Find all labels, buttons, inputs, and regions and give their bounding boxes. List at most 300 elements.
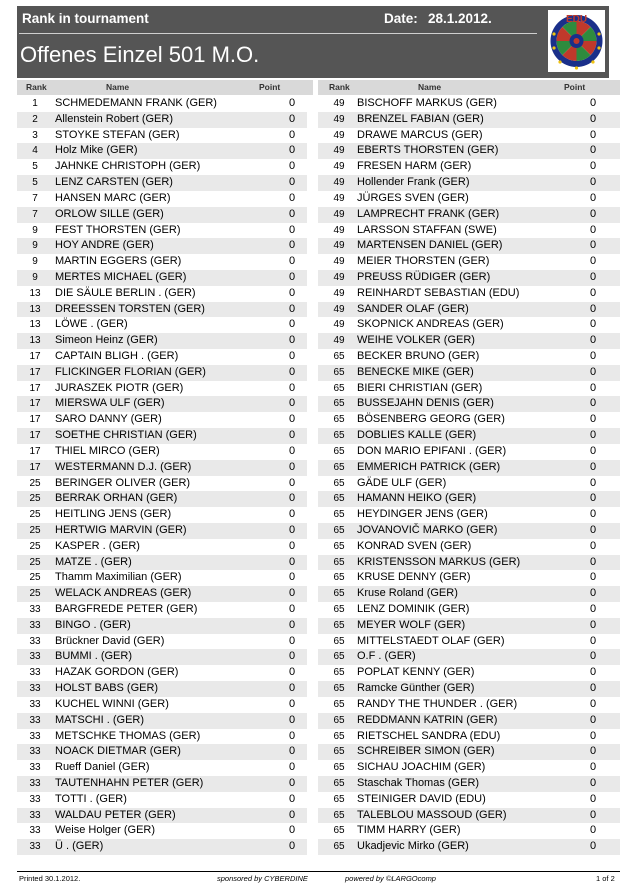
table-row bbox=[318, 760, 620, 776]
point-cell: 0 bbox=[589, 112, 597, 125]
table-row bbox=[318, 128, 620, 144]
player-name-cell: ORLOW SILLE (GER) bbox=[55, 207, 164, 220]
rank-cell: 25 bbox=[29, 588, 41, 600]
table-row bbox=[17, 507, 307, 523]
table-row bbox=[318, 586, 620, 602]
rank-cell: 17 bbox=[29, 382, 41, 394]
table-row bbox=[17, 792, 307, 808]
table-row bbox=[318, 96, 620, 112]
rank-cell: 49 bbox=[333, 240, 345, 252]
point-cell: 0 bbox=[288, 523, 296, 536]
rank-cell: 33 bbox=[29, 825, 41, 837]
rank-cell: 49 bbox=[333, 256, 345, 268]
point-cell: 0 bbox=[288, 697, 296, 710]
player-name-cell: BIERI CHRISTIAN (GER) bbox=[357, 381, 483, 394]
table-row bbox=[17, 555, 307, 571]
table-row bbox=[17, 823, 307, 839]
rank-cell: 65 bbox=[333, 667, 345, 679]
player-name-cell: EMMERICH PATRICK (GER) bbox=[357, 460, 501, 473]
point-cell: 0 bbox=[288, 144, 296, 157]
point-cell: 0 bbox=[288, 476, 296, 489]
table-row bbox=[318, 681, 620, 697]
player-name-cell: Ukadjevic Mirko (GER) bbox=[357, 840, 469, 853]
rank-cell: 65 bbox=[333, 524, 345, 536]
player-name-cell: JURASZEK PIOTR (GER) bbox=[55, 381, 184, 394]
rank-cell: 33 bbox=[29, 777, 41, 789]
rank-cell: 65 bbox=[333, 730, 345, 742]
point-cell: 0 bbox=[288, 460, 296, 473]
rank-cell: 49 bbox=[333, 192, 345, 204]
table-row bbox=[17, 428, 307, 444]
header-banner bbox=[17, 6, 609, 78]
player-name-cell: WESTERMANN D.J. (GER) bbox=[55, 460, 192, 473]
table-row bbox=[318, 570, 620, 586]
table-row bbox=[318, 460, 620, 476]
rank-cell: 33 bbox=[29, 730, 41, 742]
report-title: Rank in tournament bbox=[22, 11, 149, 26]
table-row bbox=[17, 223, 307, 239]
player-name-cell: MATZE . (GER) bbox=[55, 555, 132, 568]
rank-cell: 33 bbox=[29, 651, 41, 663]
table-row bbox=[17, 444, 307, 460]
player-name-cell: GÄDE ULF (GER) bbox=[357, 476, 447, 489]
table-row bbox=[17, 539, 307, 555]
point-cell: 0 bbox=[288, 555, 296, 568]
table-row bbox=[318, 112, 620, 128]
rank-cell: 33 bbox=[29, 604, 41, 615]
point-cell: 0 bbox=[589, 176, 597, 189]
table-row bbox=[318, 317, 620, 333]
point-cell: 0 bbox=[589, 397, 597, 410]
rank-cell: 65 bbox=[333, 635, 345, 647]
table-row bbox=[318, 649, 620, 665]
point-cell: 0 bbox=[589, 761, 597, 774]
rank-cell: 1 bbox=[32, 98, 38, 109]
rank-cell: 17 bbox=[29, 445, 41, 457]
player-name-cell: BERINGER OLIVER (GER) bbox=[55, 476, 191, 489]
rank-cell: 5 bbox=[32, 177, 38, 189]
table-row bbox=[318, 175, 620, 191]
point-cell: 0 bbox=[288, 761, 296, 774]
table-row bbox=[318, 333, 620, 349]
point-cell: 0 bbox=[288, 444, 296, 457]
right-point-header: Point bbox=[564, 82, 586, 92]
player-name-cell: SARO DANNY (GER) bbox=[55, 413, 162, 426]
point-cell: 0 bbox=[288, 112, 296, 125]
point-cell: 0 bbox=[288, 603, 296, 615]
rank-cell: 49 bbox=[333, 271, 345, 283]
player-name-cell: MARTENSEN DANIEL (GER) bbox=[357, 239, 503, 252]
table-row bbox=[17, 238, 307, 254]
point-cell: 0 bbox=[589, 539, 597, 552]
point-cell: 0 bbox=[589, 191, 597, 204]
rank-cell: 65 bbox=[333, 572, 345, 584]
point-cell: 0 bbox=[288, 729, 296, 742]
rank-cell: 25 bbox=[29, 556, 41, 568]
point-cell: 0 bbox=[589, 429, 597, 442]
point-cell: 0 bbox=[589, 571, 597, 584]
header-divider bbox=[19, 33, 537, 34]
player-name-cell: REDDMANN KATRIN (GER) bbox=[357, 713, 498, 726]
powered-by-text: powered by ©LARGOcomp bbox=[345, 874, 436, 883]
table-row bbox=[17, 317, 307, 333]
table-row bbox=[17, 618, 307, 634]
point-cell: 0 bbox=[589, 492, 597, 505]
rank-cell: 17 bbox=[29, 461, 41, 473]
table-row bbox=[318, 618, 620, 634]
player-name-cell: HOY ANDRE (GER) bbox=[55, 239, 154, 252]
player-name-cell: BARGFREDE PETER (GER) bbox=[55, 603, 198, 615]
player-name-cell: Simeon Heinz (GER) bbox=[55, 334, 158, 347]
point-cell: 0 bbox=[589, 824, 597, 837]
player-name-cell: MATSCHI . (GER) bbox=[55, 713, 145, 726]
rank-cell: 7 bbox=[32, 192, 38, 204]
table-row bbox=[318, 159, 620, 175]
point-cell: 0 bbox=[288, 682, 296, 695]
edu-logo-icon bbox=[548, 10, 605, 72]
table-row bbox=[318, 634, 620, 650]
player-name-cell: KUCHEL WINNI (GER) bbox=[55, 697, 169, 710]
rank-cell: 65 bbox=[333, 509, 345, 521]
point-cell: 0 bbox=[288, 286, 296, 299]
table-row bbox=[318, 713, 620, 729]
point-cell: 0 bbox=[589, 587, 597, 600]
table-row bbox=[17, 760, 307, 776]
point-cell: 0 bbox=[288, 745, 296, 758]
rank-cell: 49 bbox=[333, 177, 345, 189]
rank-cell: 33 bbox=[29, 714, 41, 726]
point-cell: 0 bbox=[589, 650, 597, 663]
table-row bbox=[17, 523, 307, 539]
point-cell: 0 bbox=[288, 492, 296, 505]
point-cell: 0 bbox=[589, 523, 597, 536]
table-row bbox=[318, 555, 620, 571]
table-row bbox=[17, 381, 307, 397]
player-name-cell: Thamm Maximilian (GER) bbox=[55, 571, 182, 584]
rank-cell: 65 bbox=[333, 746, 345, 758]
rank-cell: 65 bbox=[333, 445, 345, 457]
point-cell: 0 bbox=[589, 745, 597, 758]
footer-divider bbox=[17, 871, 620, 872]
player-name-cell: TIMM HARRY (GER) bbox=[357, 824, 461, 837]
point-cell: 0 bbox=[288, 840, 296, 853]
rank-cell: 49 bbox=[333, 208, 345, 220]
player-name-cell: CAPTAIN BLIGH . (GER) bbox=[55, 350, 179, 362]
point-cell: 0 bbox=[589, 144, 597, 157]
table-row bbox=[17, 159, 307, 175]
point-cell: 0 bbox=[589, 697, 597, 710]
rank-cell: 65 bbox=[333, 588, 345, 600]
player-name-cell: BECKER BRUNO (GER) bbox=[357, 350, 480, 362]
player-name-cell: DREESSEN TORSTEN (GER) bbox=[55, 302, 205, 315]
player-name-cell: Weise Holger (GER) bbox=[55, 824, 156, 837]
rank-cell: 25 bbox=[29, 524, 41, 536]
point-cell: 0 bbox=[589, 239, 597, 252]
rank-cell: 9 bbox=[32, 240, 38, 252]
rank-cell: 49 bbox=[333, 113, 345, 125]
rank-cell: 65 bbox=[333, 493, 345, 505]
table-row bbox=[318, 143, 620, 159]
point-cell: 0 bbox=[288, 634, 296, 647]
table-row bbox=[17, 713, 307, 729]
rank-cell: 17 bbox=[29, 430, 41, 442]
left-ranking-table bbox=[17, 96, 307, 855]
table-row bbox=[17, 412, 307, 428]
point-cell: 0 bbox=[589, 808, 597, 821]
point-cell: 0 bbox=[288, 365, 296, 378]
table-row bbox=[318, 412, 620, 428]
rank-cell: 25 bbox=[29, 493, 41, 505]
player-name-cell: JOVANOVIČ MARKO (GER) bbox=[357, 523, 498, 536]
player-name-cell: Ramcke Günther (GER) bbox=[357, 682, 475, 695]
point-cell: 0 bbox=[288, 350, 296, 362]
report-date: 28.1.2012. bbox=[428, 11, 492, 26]
player-name-cell: SCHREIBER SIMON (GER) bbox=[357, 745, 495, 758]
point-cell: 0 bbox=[589, 207, 597, 220]
player-name-cell: BINGO . (GER) bbox=[55, 618, 131, 631]
rank-cell: 65 bbox=[333, 556, 345, 568]
player-name-cell: Hollender Frank (GER) bbox=[357, 176, 470, 189]
player-name-cell: Staschak Thomas (GER) bbox=[357, 776, 480, 789]
point-cell: 0 bbox=[288, 255, 296, 268]
table-row bbox=[17, 349, 307, 365]
player-name-cell: SCHMEDEMANN FRANK (GER) bbox=[55, 97, 217, 109]
point-cell: 0 bbox=[589, 460, 597, 473]
event-title: Offenes Einzel 501 M.O. bbox=[20, 42, 260, 67]
table-row bbox=[318, 729, 620, 745]
date-label: Date: bbox=[384, 11, 418, 26]
player-name-cell: KRISTENSSON MARKUS (GER) bbox=[357, 555, 521, 568]
rank-cell: 17 bbox=[29, 351, 41, 362]
player-name-cell: LENZ DOMINIK (GER) bbox=[357, 603, 470, 615]
table-row bbox=[17, 128, 307, 144]
rank-cell: 65 bbox=[333, 651, 345, 663]
point-cell: 0 bbox=[589, 792, 597, 805]
rank-cell: 17 bbox=[29, 414, 41, 426]
table-row bbox=[318, 365, 620, 381]
player-name-cell: RANDY THE THUNDER . (GER) bbox=[357, 697, 518, 710]
player-name-cell: WALDAU PETER (GER) bbox=[55, 808, 176, 821]
table-row bbox=[318, 697, 620, 713]
table-row bbox=[17, 491, 307, 507]
table-row bbox=[318, 823, 620, 839]
player-name-cell: TALEBLOU MASSOUD (GER) bbox=[357, 808, 507, 821]
point-cell: 0 bbox=[589, 223, 597, 236]
player-name-cell: DON MARIO EPIFANI . (GER) bbox=[357, 444, 507, 457]
rank-cell: 33 bbox=[29, 683, 41, 695]
point-cell: 0 bbox=[288, 571, 296, 584]
point-cell: 0 bbox=[288, 808, 296, 821]
rank-cell: 13 bbox=[29, 287, 41, 299]
point-cell: 0 bbox=[288, 666, 296, 679]
player-name-cell: SKOPNICK ANDREAS (GER) bbox=[357, 318, 504, 331]
player-name-cell: KONRAD SVEN (GER) bbox=[357, 539, 472, 552]
player-name-cell: MERTES MICHAEL (GER) bbox=[55, 270, 187, 283]
table-row bbox=[318, 776, 620, 792]
player-name-cell: BUMMI . (GER) bbox=[55, 650, 132, 663]
table-row bbox=[318, 476, 620, 492]
player-name-cell: STEINIGER DAVID (EDU) bbox=[357, 792, 486, 805]
point-cell: 0 bbox=[288, 397, 296, 410]
table-row bbox=[17, 396, 307, 412]
point-cell: 0 bbox=[589, 381, 597, 394]
rank-cell: 65 bbox=[333, 777, 345, 789]
table-row bbox=[318, 507, 620, 523]
point-cell: 0 bbox=[589, 334, 597, 347]
player-name-cell: JAHNKE CHRISTOPH (GER) bbox=[55, 160, 201, 173]
rank-cell: 7 bbox=[32, 208, 38, 220]
table-row bbox=[17, 365, 307, 381]
logo-text: EDU bbox=[565, 14, 588, 25]
rank-cell: 65 bbox=[333, 430, 345, 442]
table-row bbox=[17, 270, 307, 286]
point-cell: 0 bbox=[589, 666, 597, 679]
rank-cell: 33 bbox=[29, 809, 41, 821]
right-name-header: Name bbox=[418, 82, 442, 92]
table-row bbox=[318, 302, 620, 318]
player-name-cell: HAMANN HEIKO (GER) bbox=[357, 492, 477, 505]
table-row bbox=[17, 333, 307, 349]
table-row bbox=[17, 729, 307, 745]
rank-cell: 65 bbox=[333, 351, 345, 362]
point-cell: 0 bbox=[589, 508, 597, 521]
point-cell: 0 bbox=[288, 302, 296, 315]
table-row bbox=[17, 191, 307, 207]
rank-cell: 49 bbox=[333, 145, 345, 157]
rank-cell: 25 bbox=[29, 509, 41, 521]
player-name-cell: SANDER OLAF (GER) bbox=[357, 302, 469, 315]
point-cell: 0 bbox=[288, 824, 296, 837]
player-name-cell: LÖWE . (GER) bbox=[55, 318, 128, 331]
rank-cell: 33 bbox=[29, 746, 41, 758]
rank-cell: 33 bbox=[29, 698, 41, 710]
player-name-cell: BRENZEL FABIAN (GER) bbox=[357, 112, 484, 125]
rank-cell: 33 bbox=[29, 841, 41, 853]
table-row bbox=[318, 428, 620, 444]
point-cell: 0 bbox=[589, 302, 597, 315]
rank-cell: 49 bbox=[333, 98, 345, 109]
player-name-cell: Ü . (GER) bbox=[55, 840, 104, 853]
point-cell: 0 bbox=[589, 713, 597, 726]
table-row bbox=[17, 570, 307, 586]
table-row bbox=[17, 302, 307, 318]
rank-cell: 4 bbox=[32, 145, 38, 157]
rank-cell: 9 bbox=[32, 224, 38, 236]
player-name-cell: PREUSS RÜDIGER (GER) bbox=[357, 270, 491, 283]
table-row bbox=[17, 697, 307, 713]
right-rank-header: Rank bbox=[329, 82, 350, 92]
table-row bbox=[17, 286, 307, 302]
table-row bbox=[318, 808, 620, 824]
player-name-cell: DRAWE MARCUS (GER) bbox=[357, 128, 483, 141]
rank-cell: 25 bbox=[29, 572, 41, 584]
rank-cell: 65 bbox=[333, 461, 345, 473]
player-name-cell: HEYDINGER JENS (GER) bbox=[357, 508, 488, 521]
point-cell: 0 bbox=[288, 792, 296, 805]
player-name-cell: HANSEN MARC (GER) bbox=[55, 191, 171, 204]
rank-cell: 65 bbox=[333, 809, 345, 821]
point-cell: 0 bbox=[288, 318, 296, 331]
player-name-cell: POPLAT KENNY (GER) bbox=[357, 666, 475, 679]
table-row bbox=[318, 539, 620, 555]
player-name-cell: TOTTI . (GER) bbox=[55, 792, 127, 805]
point-cell: 0 bbox=[589, 365, 597, 378]
table-row bbox=[318, 602, 620, 618]
rank-cell: 49 bbox=[333, 224, 345, 236]
rank-cell: 65 bbox=[333, 604, 345, 615]
rank-cell: 13 bbox=[29, 335, 41, 347]
table-row bbox=[17, 649, 307, 665]
point-cell: 0 bbox=[288, 413, 296, 426]
point-cell: 0 bbox=[288, 176, 296, 189]
player-name-cell: METSCHKE THOMAS (GER) bbox=[55, 729, 201, 742]
point-cell: 0 bbox=[288, 539, 296, 552]
rank-cell: 65 bbox=[333, 698, 345, 710]
rank-cell: 65 bbox=[333, 762, 345, 774]
rank-cell: 65 bbox=[333, 398, 345, 410]
rank-cell: 13 bbox=[29, 303, 41, 315]
player-name-cell: KASPER . (GER) bbox=[55, 539, 140, 552]
player-name-cell: BENECKE MIKE (GER) bbox=[357, 365, 474, 378]
table-row bbox=[318, 744, 620, 760]
table-row bbox=[318, 444, 620, 460]
rank-cell: 17 bbox=[29, 366, 41, 378]
player-name-cell: O.F . (GER) bbox=[357, 650, 416, 663]
point-cell: 0 bbox=[288, 223, 296, 236]
point-cell: 0 bbox=[589, 776, 597, 789]
rank-cell: 33 bbox=[29, 667, 41, 679]
rank-cell: 65 bbox=[333, 841, 345, 853]
table-row bbox=[17, 776, 307, 792]
player-name-cell: HAZAK GORDON (GER) bbox=[55, 666, 179, 679]
rank-cell: 25 bbox=[29, 477, 41, 489]
point-cell: 0 bbox=[589, 476, 597, 489]
table-row bbox=[17, 143, 307, 159]
point-cell: 0 bbox=[589, 97, 597, 109]
table-row bbox=[17, 476, 307, 492]
rank-cell: 65 bbox=[333, 366, 345, 378]
rank-cell: 65 bbox=[333, 793, 345, 805]
point-cell: 0 bbox=[288, 97, 296, 109]
table-row bbox=[17, 254, 307, 270]
table-row bbox=[318, 191, 620, 207]
rank-cell: 13 bbox=[29, 319, 41, 331]
player-name-cell: TAUTENHAHN PETER (GER) bbox=[55, 776, 204, 789]
point-cell: 0 bbox=[589, 350, 597, 362]
player-name-cell: HOLST BABS (GER) bbox=[55, 682, 159, 695]
table-row bbox=[318, 286, 620, 302]
player-name-cell: Brückner David (GER) bbox=[55, 634, 165, 647]
rank-cell: 2 bbox=[32, 113, 38, 125]
player-name-cell: LARSSON STAFFAN (SWE) bbox=[357, 223, 497, 236]
rank-cell: 17 bbox=[29, 398, 41, 410]
rank-cell: 5 bbox=[32, 161, 38, 173]
table-row bbox=[17, 744, 307, 760]
rank-cell: 49 bbox=[333, 129, 345, 141]
point-cell: 0 bbox=[589, 286, 597, 299]
player-name-cell: BISCHOFF MARKUS (GER) bbox=[357, 97, 497, 109]
player-name-cell: THIEL MIRCO (GER) bbox=[55, 444, 160, 457]
rank-cell: 65 bbox=[333, 825, 345, 837]
rank-cell: 49 bbox=[333, 287, 345, 299]
point-cell: 0 bbox=[288, 270, 296, 283]
player-name-cell: Rueff Daniel (GER) bbox=[55, 761, 150, 774]
left-point-header: Point bbox=[259, 82, 281, 92]
table-row bbox=[17, 175, 307, 191]
table-row bbox=[318, 270, 620, 286]
player-name-cell: REINHARDT SEBASTIAN (EDU) bbox=[357, 286, 520, 299]
point-cell: 0 bbox=[288, 239, 296, 252]
